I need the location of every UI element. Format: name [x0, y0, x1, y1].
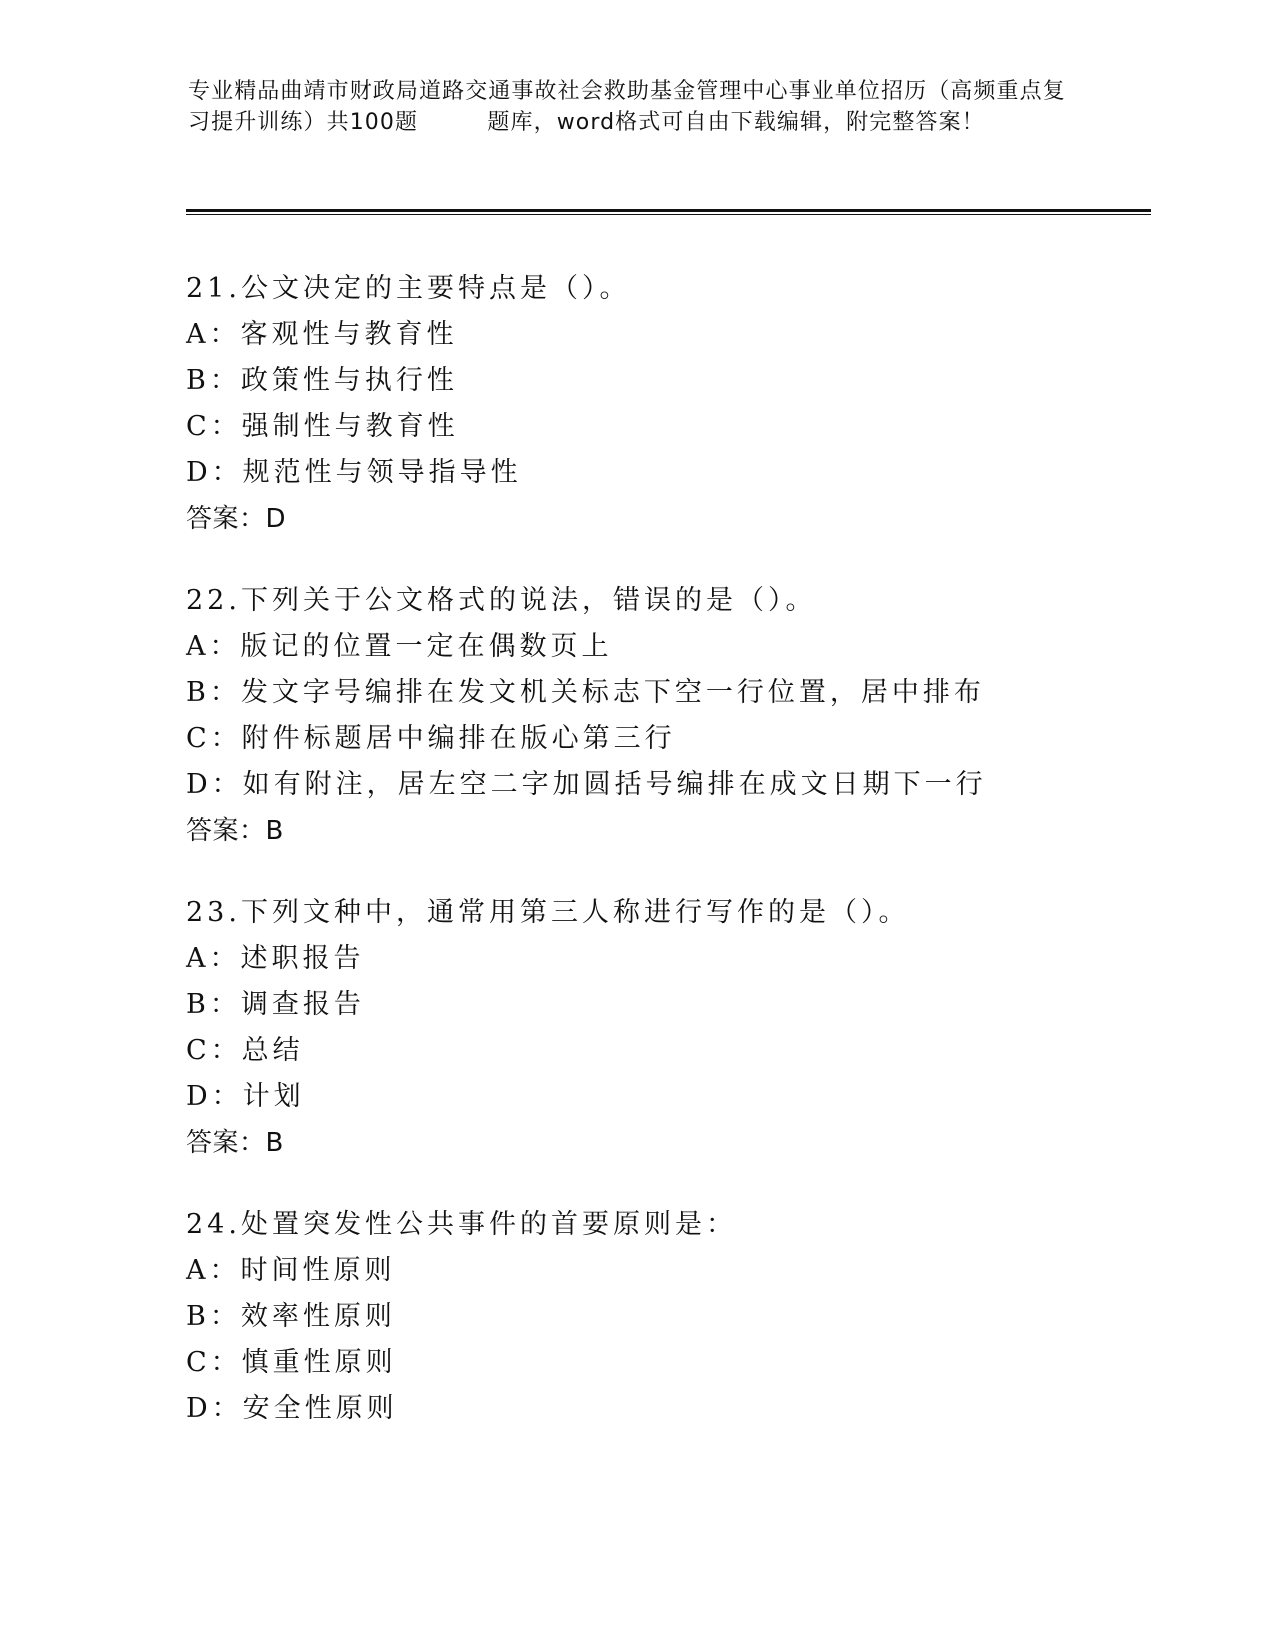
option-a: A：述职报告 — [186, 943, 365, 974]
option-d: D：如有附注，居左空二字加圆括号编排在成文日期下一行 — [186, 769, 987, 800]
option-c: C：强制性与教育性 — [186, 411, 459, 442]
option-a: A：时间性原则 — [186, 1255, 396, 1286]
option-c: C：慎重性原则 — [186, 1347, 397, 1378]
option-c: C：附件标题居中编排在版心第三行 — [186, 723, 676, 754]
question-stem: 24.处置突发性公共事件的首要原则是： — [186, 1209, 737, 1240]
question-23 — [186, 890, 1166, 1166]
answer-label: 答案：B — [186, 816, 284, 846]
option-d: D：计划 — [186, 1081, 305, 1112]
question-stem: 21.公文决定的主要特点是（）。 — [186, 273, 631, 304]
option-a: A：版记的位置一定在偶数页上 — [186, 631, 613, 662]
answer-label: 答案：D — [186, 504, 287, 534]
document-header-title: 专业精品曲靖市财政局道路交通事故社会救助基金管理中心事业单位招历（高频重点复习提升训练）共100题 题库，word格式可自由下载编辑，附完整答案！ — [188, 79, 1066, 135]
option-a: A：客观性与教育性 — [186, 319, 458, 350]
question-stem: 23.下列文种中，通常用第三人称进行写作的是（）。 — [186, 897, 910, 928]
option-b: B：政策性与执行性 — [186, 365, 458, 396]
question-list — [186, 266, 1166, 1468]
question-24 — [186, 1202, 1166, 1432]
option-d: D：安全性原则 — [186, 1393, 398, 1424]
answer-label: 答案：B — [186, 1128, 284, 1158]
option-b: B：调查报告 — [186, 989, 365, 1020]
question-22 — [186, 578, 1166, 854]
question-stem: 22.下列关于公文格式的说法，错误的是（）。 — [186, 585, 817, 616]
option-d: D：规范性与领导指导性 — [186, 457, 522, 488]
option-c: C：总结 — [186, 1035, 304, 1066]
header-divider-thin — [186, 214, 1151, 215]
header-divider-thick — [186, 209, 1151, 212]
option-b: B：效率性原则 — [186, 1301, 396, 1332]
option-b: B：发文字号编排在发文机关标志下空一行位置，居中排布 — [186, 677, 985, 708]
question-21 — [186, 266, 1166, 542]
